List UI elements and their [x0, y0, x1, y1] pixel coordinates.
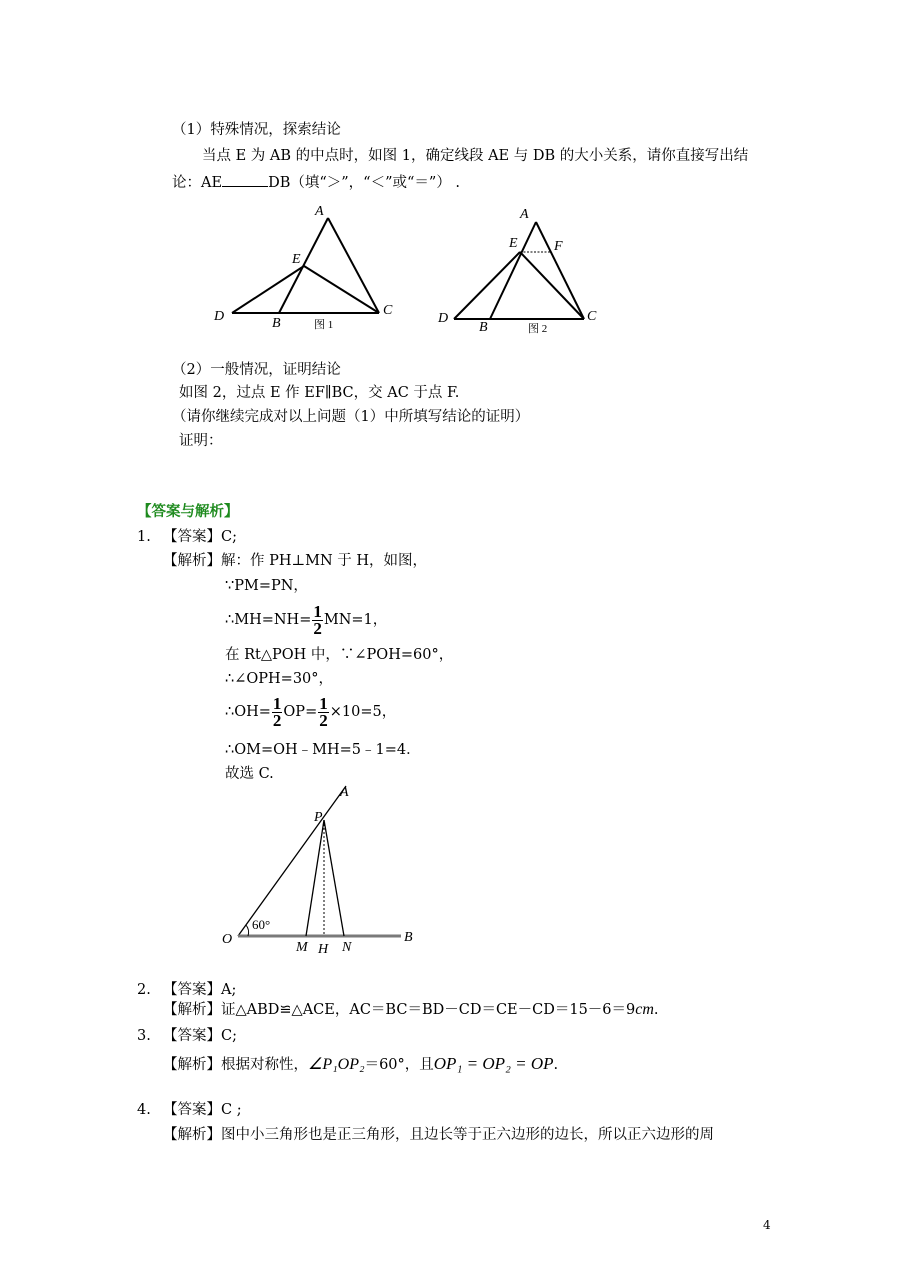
segment-ec [520, 252, 584, 319]
page-number: 4 [763, 1218, 771, 1232]
ray-oa [238, 786, 346, 936]
label-b: B [272, 316, 281, 331]
q2-analysis: 【解析】证△ABD≌△ACE，AC＝BC＝BD－CD＝CE－CD＝15－6＝9 [163, 1002, 636, 1018]
segment-de [454, 252, 520, 319]
q1-step5-prefix: ∴OH= [225, 704, 271, 720]
label-d: D [214, 309, 225, 324]
segment-de [232, 266, 304, 313]
q3-angle-val: ＝60°，且 [364, 1057, 434, 1073]
part1-line2-suffix: DB（填“＞”，“＜”或“＝”） . [268, 175, 461, 191]
part2-line2: （请你继续完成对以上问题（1）中所填写结论的证明） [172, 409, 530, 425]
fraction-numerator: 1 [272, 693, 282, 713]
q3-analysis-line [163, 1055, 558, 1074]
q1-step3: 在 Rt△POH 中，∵∠POH=60°， [225, 647, 454, 663]
q1-step5-mid: OP= [283, 704, 318, 720]
angle-label: 60° [252, 917, 271, 932]
q3-number: 3. [137, 1028, 151, 1044]
part1-line2 [172, 172, 460, 192]
part1-heading: （1）特殊情况，探索结论 [172, 122, 341, 138]
q1-step2 [225, 600, 387, 640]
part2-line3: 证明： [179, 433, 223, 449]
label-e: E [292, 252, 301, 267]
label-o: O [222, 932, 233, 947]
fraction-denominator: 2 [319, 710, 328, 730]
q3-angle-expr: ∠P₁OP₂ [308, 1056, 365, 1073]
q1-step7: 故选 C. [225, 766, 274, 782]
q1-number: 1. [137, 529, 151, 545]
fraction-numerator: 1 [319, 693, 328, 713]
label-b: B [479, 320, 488, 335]
label-h: H [318, 942, 329, 957]
label-m: M [296, 940, 308, 955]
q4-analysis: 【解析】图中小三角形也是正三角形，且边长等于正六边形的边长，所以正六边形的周 [163, 1127, 714, 1143]
segment-ec [304, 266, 379, 313]
label-a: A [315, 204, 324, 219]
q4-answer: 【答案】C ; [163, 1102, 242, 1118]
part2-line1: 如图 2，过点 E 作 EF∥BC，交 AC 于点 F. [179, 385, 460, 401]
label-d: D [438, 311, 449, 326]
q2-unit: cm [635, 1001, 654, 1018]
q1-step4: ∴∠OPH=30°， [225, 671, 334, 687]
label-n: N [342, 940, 352, 955]
part2-heading: （2）一般情况，证明结论 [172, 362, 341, 378]
q3-analysis-prefix: 【解析】根据对称性， [163, 1057, 308, 1073]
q1-step6: ∴OM=OH﹣MH=5﹣1=4． [225, 742, 421, 758]
label-p: P [314, 810, 323, 825]
fraction-half [318, 693, 329, 730]
answer-blank [222, 172, 268, 187]
fraction-numerator: 1 [313, 601, 322, 621]
part1-line1: 当点 E 为 AB 的中点时，如图 1，确定线段 AE 与 DB 的大小关系，请你直接写出结 [202, 148, 749, 164]
angle-arc [246, 925, 249, 936]
q1-step5-suffix: ×10=5， [329, 704, 397, 720]
q2-number: 2. [137, 982, 151, 998]
label-b: B [404, 930, 413, 945]
q3-answer: 【答案】C; [163, 1028, 237, 1044]
fraction-denominator: 2 [313, 618, 322, 638]
figure-1 [208, 200, 408, 340]
segment-pn [324, 820, 344, 936]
label-c: C [383, 303, 393, 318]
q1-step2-prefix: ∴MH=NH= [225, 612, 312, 628]
q1-answer: 【答案】C; [163, 529, 237, 545]
fraction-half [272, 693, 283, 730]
q2-analysis-line [163, 1001, 659, 1019]
label-e: E [509, 236, 518, 251]
label-f: F [554, 239, 563, 254]
segment-ac [536, 222, 584, 319]
q4-number: 4. [137, 1102, 151, 1118]
fraction-denominator: 2 [272, 710, 282, 730]
q2-end: . [653, 1002, 659, 1018]
q3-equation: OP₁ = OP₂ = OP [433, 1054, 554, 1073]
label-a: A [340, 785, 349, 800]
q1-step1: ∵PM=PN， [225, 578, 308, 594]
figure-1-caption: 图 1 [314, 319, 334, 331]
q2-answer: 【答案】A; [163, 982, 237, 998]
answers-heading: 【答案与解析】 [137, 503, 239, 520]
q1-step5 [225, 692, 396, 732]
figure-3 [218, 782, 428, 962]
label-c: C [587, 309, 597, 324]
part1-line2-prefix: 论：AE [172, 175, 223, 191]
q3-end: . [553, 1057, 559, 1073]
segment-ac [328, 218, 379, 313]
label-a: A [520, 207, 529, 222]
figure-2-caption: 图 2 [528, 323, 548, 335]
q1-step2-suffix: MN=1， [323, 612, 388, 628]
q1-analysis: 【解析】解：作 PH⊥MN 于 H，如图， [163, 553, 428, 569]
fraction-half [312, 601, 323, 638]
figure-2 [432, 200, 612, 340]
